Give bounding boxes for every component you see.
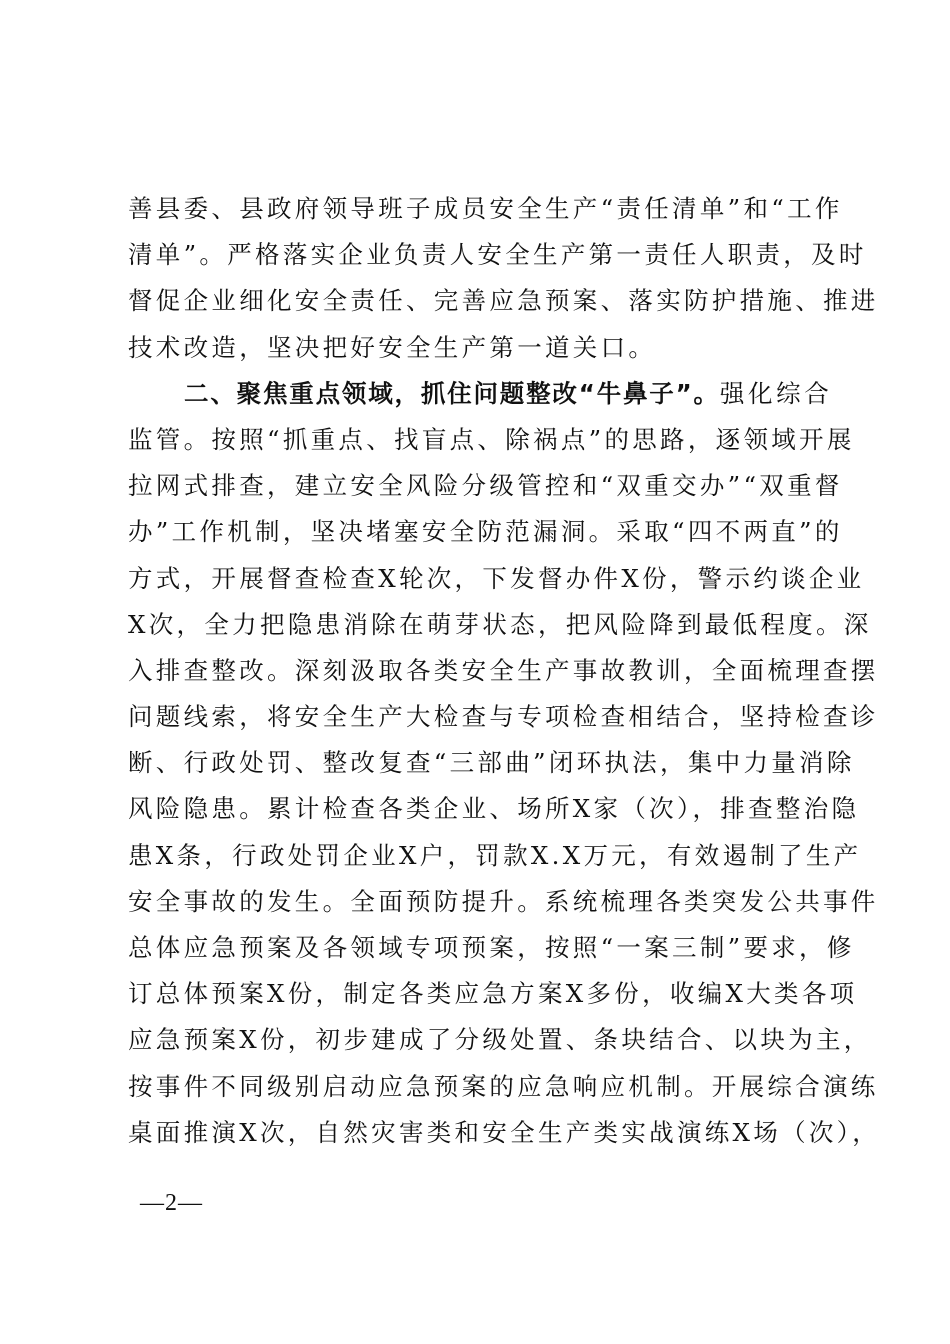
section-2-heading: 二、聚焦重点领域，抓住问题整改“牛鼻子”。 [184, 378, 720, 408]
text-line: 应急预案X份，初步建成了分级处置、条块结合、以块为主， [128, 1025, 872, 1055]
text-line: 按事件不同级别启动应急预案的应急响应机制。开展综合演练 [128, 1071, 879, 1101]
text-line: 总体应急预案及各领域专项预案，按照“一案三制”要求，修 [128, 933, 855, 962]
text-line: 办”工作机制，坚决堵塞安全防范漏洞。采取“四不两直”的 [128, 517, 843, 547]
page-number: —2— [140, 1190, 203, 1216]
section-2-first-line-text: 强化综合 [719, 378, 833, 408]
text-line: 断、行政处罚、整改复查“三部曲”闭环执法，集中力量消除 [128, 748, 855, 778]
text-line: 风险隐患。累计检查各类企业、场所X家（次），排查整治隐 [128, 794, 860, 824]
text-line: 技术改造，坚决把好安全生产第一道关口。 [128, 332, 657, 362]
text-line: 监管。按照“抓重点、找盲点、除祸点”的思路，逐领域开展 [128, 424, 855, 454]
text-line: 入排查整改。深刻汲取各类安全生产事故教训，全面梳理查摆 [128, 655, 879, 685]
text-line: X次，全力把隐患消除在萌芽状态，把风险降到最低程度。深 [128, 609, 872, 639]
text-line: 方式，开展督查检查X轮次，下发督办件X份，警示约谈企业 [128, 563, 865, 593]
text-line: 善县委、县政府领导班子成员安全生产“责任清单”和“工作 [128, 194, 843, 223]
text-line: 安全事故的发生。全面预防提升。系统梳理各类突发公共事件 [128, 886, 879, 916]
section-2-first-line [128, 371, 832, 417]
text-line: 桌面推演X次，自然灾害类和安全生产类实战演练X场（次）， [128, 1117, 881, 1147]
text-line: 订总体预案X份，制定各类应急方案X多份，收编X大类各项 [128, 979, 858, 1009]
text-line: 患X条，行政处罚企业X户，罚款X.X万元，有效遏制了生产 [128, 840, 862, 870]
text-line: 督促企业细化安全责任、完善应急预案、落实防护措施、推进 [128, 286, 879, 316]
text-line: 拉网式排查，建立安全风险分级管控和“双重交办”“双重督 [128, 471, 843, 501]
text-line: 清单”。严格落实企业负责人安全生产第一责任人职责，及时 [128, 240, 867, 270]
body-text [128, 186, 881, 1156]
text-line: 问题线索，将安全生产大检查与专项检查相结合，坚持检查诊 [128, 702, 879, 732]
